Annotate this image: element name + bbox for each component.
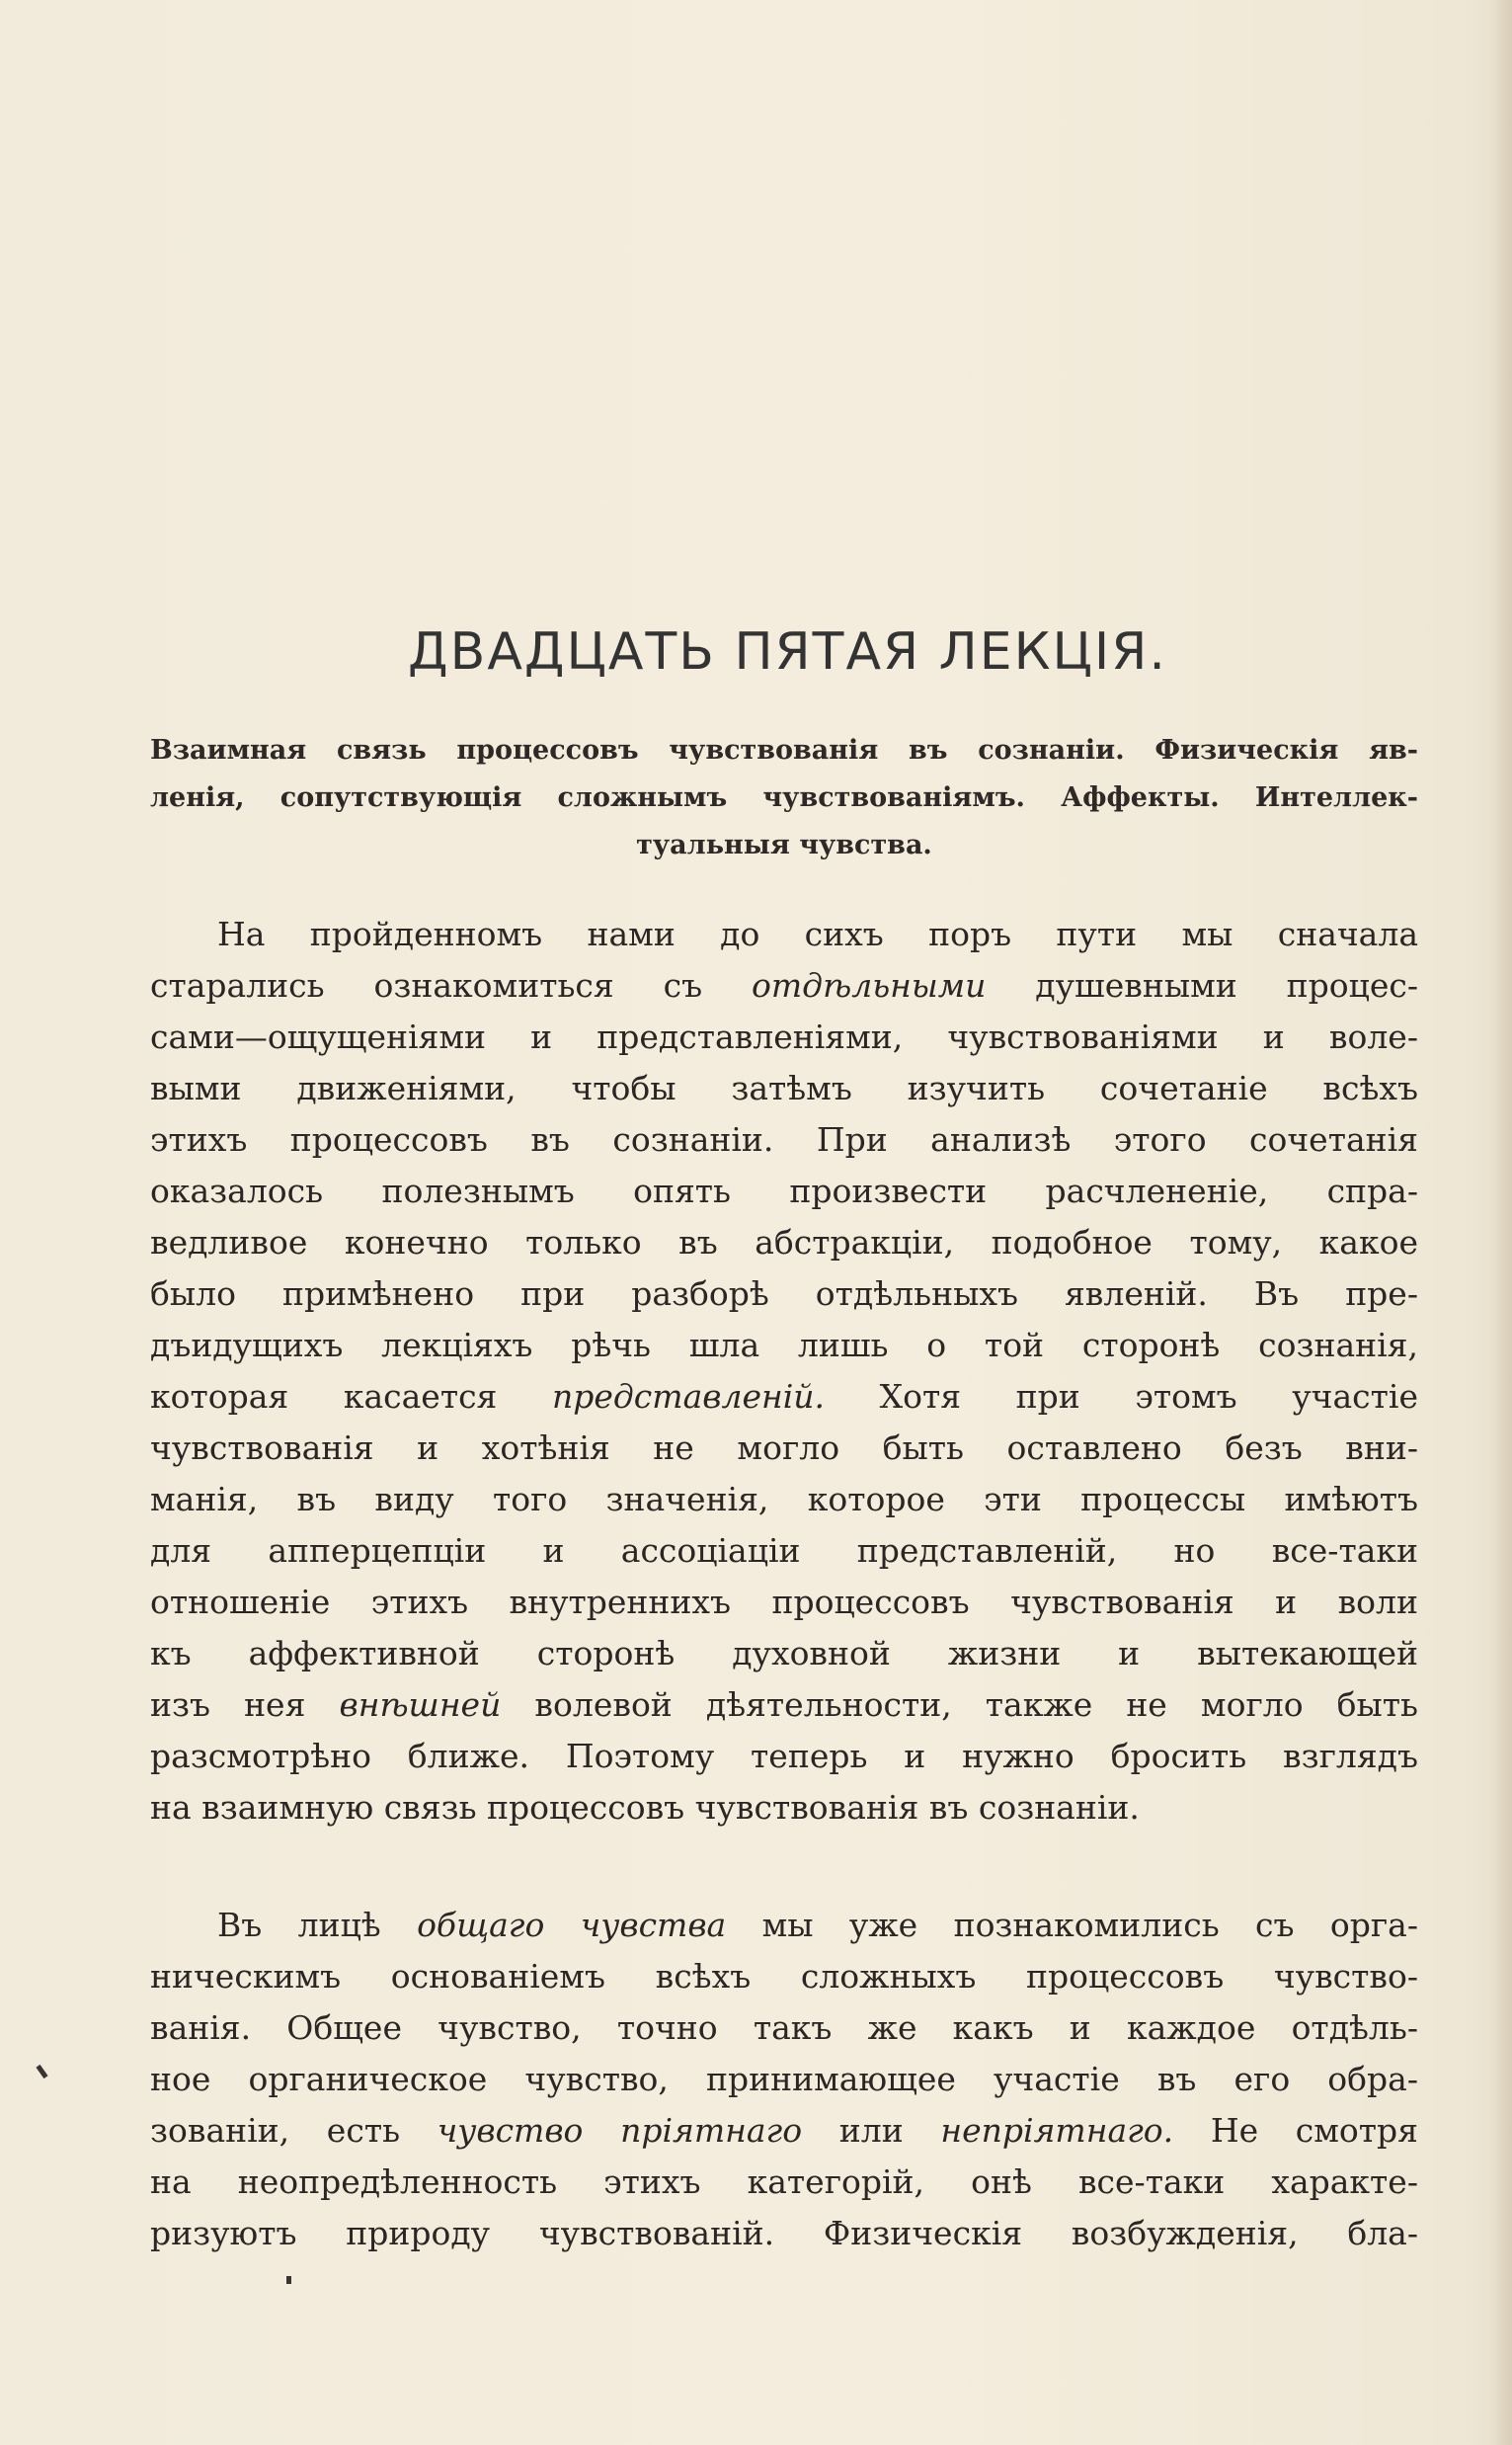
italic-run: общаго чувства	[417, 1906, 727, 1944]
paragraph-2	[150, 1900, 1418, 2259]
text-run: душевными процес-	[986, 966, 1418, 1005]
text-run: Хотя при этомъ участіе	[825, 1377, 1418, 1416]
paragraph-1	[150, 909, 1418, 1834]
text-run: волевой дѣятельности, также не могло быть	[501, 1685, 1418, 1724]
text-run: старались ознакомиться съ	[150, 966, 752, 1005]
text-line: для апперцепціи и ассоціаціи представленій, но все-таки	[150, 1531, 1418, 1570]
italic-run: непріятнаго.	[940, 2111, 1174, 2150]
text-line	[150, 1371, 1418, 1423]
text-run: зованіи, есть	[150, 2111, 438, 2150]
text-line: дъидущихъ лекціяхъ рѣчь шла лишь о той сторонѣ сознанія,	[150, 1326, 1418, 1364]
text-run: или	[802, 2111, 941, 2150]
text-line	[150, 2105, 1418, 2157]
text-line: манія, въ виду того значенія, которое эти процессы имѣютъ	[150, 1480, 1418, 1518]
text-run: которая касается	[150, 1377, 552, 1416]
text-line: къ аффективной сторонѣ духовной жизни и вытекающей	[150, 1634, 1418, 1672]
italic-run: чувство пріятнаго	[437, 2111, 803, 2150]
text-run: мы уже познакомились съ орга-	[726, 1906, 1418, 1944]
text-line: отношеніе этихъ внутреннихъ процессовъ чувствованія и воли	[150, 1583, 1418, 1621]
italic-run: внѣшней	[339, 1685, 502, 1724]
lecture-title: ДВАДЦАТЬ ПЯТАЯ ЛЕКЦІЯ.	[408, 622, 1167, 682]
text-run: Не смотря	[1173, 2111, 1418, 2150]
text-line: ризуютъ природу чувствованій. Физическія возбужденія, бла-	[150, 2214, 1418, 2252]
text-line: На пройденномъ нами до сихъ поръ пути мы сначала	[217, 915, 1418, 953]
text-line: чувствованія и хотѣнія не могло быть оставлено безъ вни-	[150, 1428, 1418, 1467]
text-line: на взаимную связь процессовъ чувствованія въ сознаніи.	[150, 1788, 1140, 1827]
text-line: ведливое конечно только въ абстракціи, подобное тому, какое	[150, 1223, 1418, 1262]
text-run: Въ лицѣ	[217, 1906, 418, 1944]
italic-run: представленій.	[551, 1377, 826, 1416]
text-line	[150, 1679, 1418, 1731]
text-line: было примѣнено при разборѣ отдѣльныхъ явленій. Въ пре-	[150, 1274, 1418, 1313]
text-line: ническимъ основаніемъ всѣхъ сложныхъ процессовъ чувство-	[150, 1957, 1418, 1996]
text-line: этихъ процессовъ въ сознаніи. При анализѣ этого сочетанія	[150, 1120, 1418, 1159]
scan-speck	[286, 2276, 291, 2284]
text-line: ное органическое чувство, принимающее участіе въ его обра-	[150, 2060, 1418, 2098]
summary-line: Взаимная связь процессовъ чувствованія въ сознаніи. Физическія яв-	[150, 735, 1418, 766]
text-line: разсмотрѣно ближе. Поэтому теперь и нужно бросить взглядъ	[150, 1737, 1418, 1775]
summary-line: ленія, сопутствующія сложнымъ чувствованіямъ. Аффекты. Интеллек-	[150, 782, 1418, 813]
summary-line: туальныя чувства.	[636, 830, 932, 860]
page-edge-shadow	[1490, 0, 1512, 2445]
chapter-summary	[150, 727, 1418, 869]
text-line: на неопредѣленность этихъ категорій, онѣ все-таки характе-	[150, 2162, 1418, 2201]
text-line: ванія. Общее чувство, точно такъ же какъ и каждое отдѣль-	[150, 2008, 1418, 2047]
italic-run: отдѣльными	[752, 966, 987, 1005]
text-line: сами—ощущеніями и представленіями, чувствованіями и воле-	[150, 1018, 1418, 1056]
text-line	[150, 960, 1418, 1012]
text-line: выми движеніями, чтобы затѣмъ изучить сочетаніе всѣхъ	[150, 1069, 1418, 1107]
text-line	[150, 1900, 1418, 1951]
text-line: оказалось полезнымъ опять произвести расчлененіе, спра-	[150, 1172, 1418, 1210]
text-run: изъ нея	[150, 1685, 340, 1724]
